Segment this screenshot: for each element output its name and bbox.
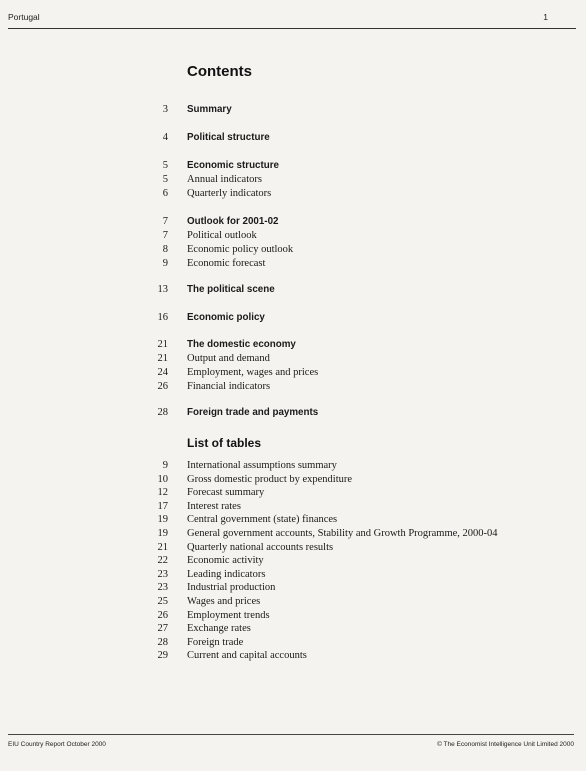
table-list-entry <box>0 487 586 500</box>
toc-page-number: 21 <box>157 339 168 350</box>
table-list-entry <box>0 610 586 623</box>
table-label: Current and capital accounts <box>187 650 307 662</box>
toc-entry <box>0 381 586 394</box>
header-page-number: 1 <box>543 12 548 22</box>
toc-page-number: 24 <box>157 367 168 378</box>
toc-entry <box>0 230 586 243</box>
toc-label: Political structure <box>187 132 270 143</box>
toc-entry <box>0 132 586 145</box>
toc-entry <box>0 188 586 201</box>
table-list-entry <box>0 474 586 487</box>
toc-label: Outlook for 2001-02 <box>187 216 279 227</box>
footer-copyright: © The Economist Intelligence Unit Limited 2000 <box>437 741 574 748</box>
toc-entry <box>0 258 586 271</box>
table-label: Industrial production <box>187 582 276 594</box>
toc-label: Political outlook <box>187 230 257 241</box>
toc-page-number: 5 <box>162 160 168 171</box>
toc-page-number: 7 <box>162 216 168 227</box>
toc-label: Economic policy outlook <box>187 244 294 255</box>
table-label: Forecast summary <box>187 487 265 499</box>
table-list-entry <box>0 555 586 568</box>
table-page-number: 9 <box>162 460 168 471</box>
toc-page-number: 5 <box>162 174 168 185</box>
table-list-entry <box>0 596 586 609</box>
toc-page-number: 21 <box>157 353 168 364</box>
toc-entry <box>0 284 586 297</box>
toc-page-number: 6 <box>162 188 168 199</box>
table-page-number: 17 <box>157 500 168 512</box>
toc-entry <box>0 174 586 187</box>
table-list-entry <box>0 637 586 650</box>
table-label: Wages and prices <box>187 596 261 607</box>
table-label: Gross domestic product by expenditure <box>187 473 353 485</box>
table-label: Economic activity <box>187 555 264 567</box>
table-label: Interest rates <box>187 500 241 512</box>
toc-label: The domestic economy <box>187 339 296 350</box>
table-page-number: 22 <box>157 555 168 567</box>
table-page-number: 25 <box>157 596 168 607</box>
footer-publication: EIU Country Report October 2000 <box>8 741 106 748</box>
toc-entry <box>0 312 586 325</box>
toc-label: Output and demand <box>187 353 270 364</box>
list-of-tables-title: List of tables <box>187 436 262 450</box>
toc-entry <box>0 216 586 229</box>
table-page-number: 23 <box>157 568 168 580</box>
table-page-number: 28 <box>157 636 168 648</box>
table-label: Foreign trade <box>187 636 244 648</box>
table-page-number: 19 <box>157 528 168 539</box>
contents-title: Contents <box>187 63 252 80</box>
toc-label: Quarterly indicators <box>187 188 272 199</box>
table-list-entry <box>0 623 586 636</box>
table-page-number: 21 <box>157 541 168 553</box>
toc-entry <box>0 339 586 352</box>
table-list-entry <box>0 514 586 527</box>
toc-page-number: 7 <box>162 230 168 241</box>
table-page-number: 23 <box>157 582 168 594</box>
toc-page-number: 9 <box>162 258 168 269</box>
toc-page-number: 3 <box>162 104 168 115</box>
toc-label: Economic structure <box>187 160 280 171</box>
table-list-entry <box>0 460 586 473</box>
table-list-entry <box>0 528 586 541</box>
toc-label: The political scene <box>187 284 275 295</box>
table-page-number: 12 <box>157 487 168 499</box>
table-label: Employment trends <box>187 609 270 621</box>
table-label: Quarterly national accounts results <box>187 541 334 553</box>
toc-label: Foreign trade and payments <box>187 407 319 418</box>
table-list-entry <box>0 650 586 663</box>
table-list-entry <box>0 569 586 582</box>
toc-entry <box>0 244 586 257</box>
toc-page-number: 26 <box>157 381 168 392</box>
toc-page-number: 8 <box>162 244 168 255</box>
toc-entry <box>0 367 586 380</box>
table-list-entry <box>0 582 586 595</box>
toc-entry <box>0 407 586 420</box>
header-country: Portugal <box>8 12 40 22</box>
table-page-number: 10 <box>157 473 168 485</box>
table-page-number: 29 <box>157 650 168 662</box>
toc-label: Economic forecast <box>187 258 266 269</box>
table-label: General government accounts, Stability and Growth Programme, 2000-04 <box>187 528 498 539</box>
table-label: Central government (state) finances <box>187 514 338 526</box>
toc-page-number: 28 <box>157 407 168 418</box>
toc-label: Summary <box>187 104 232 115</box>
toc-entry <box>0 160 586 173</box>
toc-page-number: 13 <box>157 284 168 295</box>
toc-label: Employment, wages and prices <box>187 367 319 378</box>
table-label: International assumptions summary <box>187 460 337 471</box>
toc-entry <box>0 104 586 117</box>
toc-page-number: 16 <box>157 312 168 323</box>
table-label: Exchange rates <box>187 623 251 635</box>
table-label: Leading indicators <box>187 568 266 580</box>
toc-label: Economic policy <box>187 312 265 323</box>
toc-label: Annual indicators <box>187 174 262 185</box>
toc-page-number: 4 <box>162 132 168 143</box>
page-header <box>8 10 576 29</box>
table-page-number: 19 <box>157 514 168 526</box>
table-list-entry <box>0 501 586 514</box>
table-list-entry <box>0 542 586 555</box>
table-page-number: 27 <box>157 623 168 635</box>
page-footer <box>8 734 574 751</box>
toc-label: Financial indicators <box>187 381 271 392</box>
toc-entry <box>0 353 586 366</box>
table-page-number: 26 <box>157 609 168 621</box>
